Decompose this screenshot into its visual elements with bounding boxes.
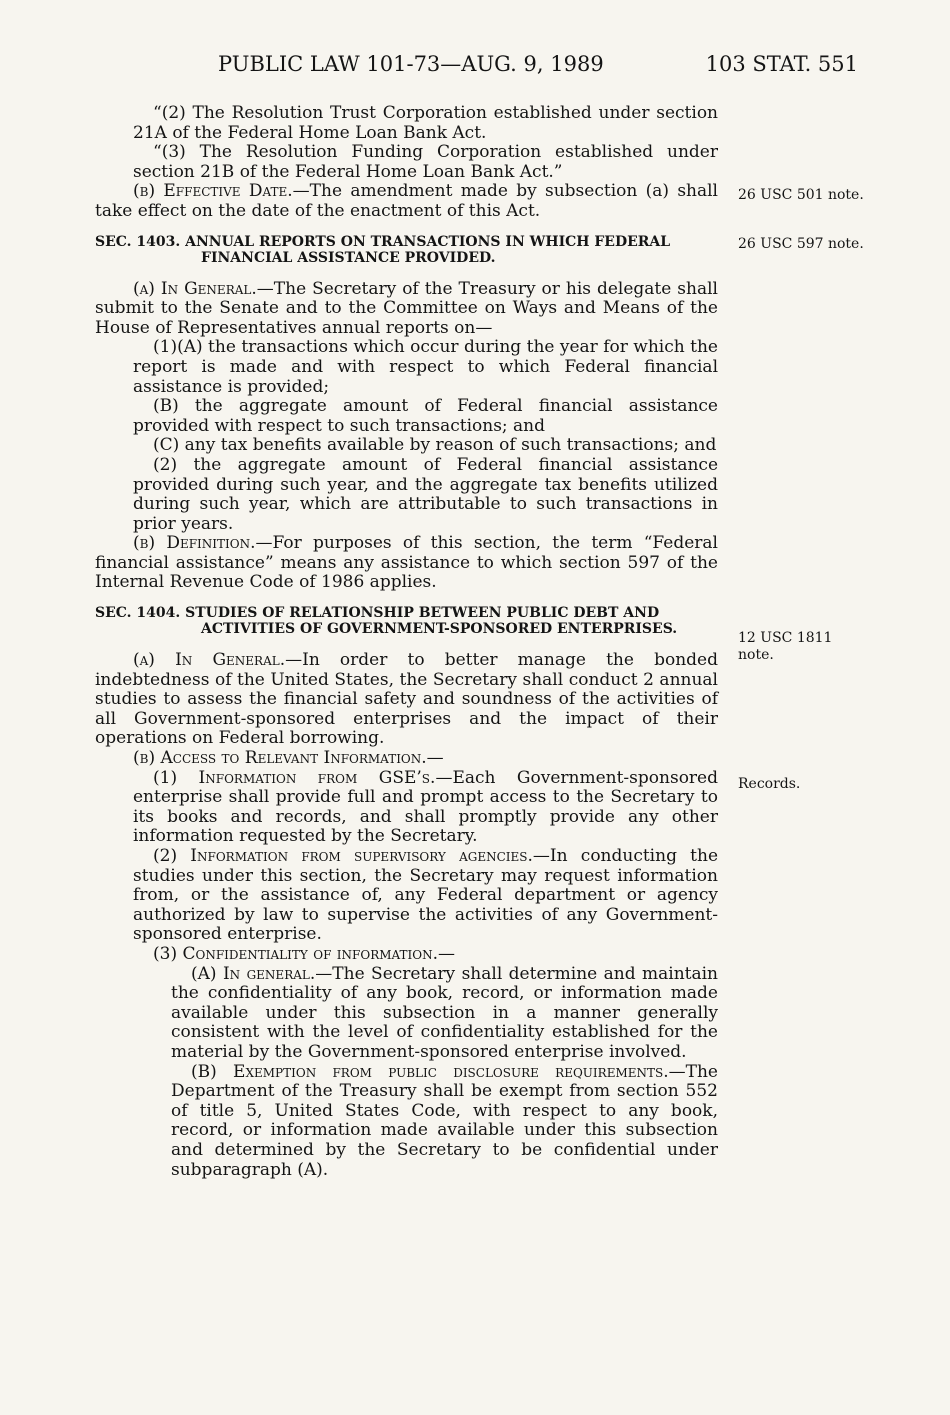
subsection-heading: (a) In General. <box>133 650 286 671</box>
paragraph: (B) the aggregate amount of Federal financial assistance provided with respect to such transactions; and <box>133 396 718 436</box>
section-heading: SEC. 1403. ANNUAL REPORTS ON TRANSACTIONS IN WHICH FEDERAL FINANCIAL ASSISTANCE PROVIDED. <box>95 233 671 266</box>
margin-note: Records. <box>738 776 801 792</box>
paragraph-text: —The Secretary shall determine and maintain the confidentiality of any book, record, or information made available under this subsection in a manner generally consistent with the level of confidentiality established for the material by the Government-sponsored enterprise involved. <box>171 963 718 1062</box>
page-header <box>0 52 950 86</box>
paragraph-text: —The Secretary of the Treasury or his delegate shall submit to the Senate and to the Committee on Ways and Means of the House of Representatives annual reports on— <box>95 278 718 338</box>
paragraph <box>95 769 718 847</box>
paragraph <box>95 534 718 593</box>
paragraph-text: —In conducting the studies under this section, the Secretary may request information from, or the assistance of, any Federal department or agency authorized by law to supervise the activities of any Government-sponsored enterprise. <box>133 846 719 945</box>
subsection-heading: (b) Definition. <box>133 533 256 554</box>
paragraph-text: —Each Government-sponsored enterprise shall provide full and prompt access to the Secretary to its books and records, and shall promptly provide any other information requested by the Secretary. <box>133 767 718 847</box>
section-heading: SEC. 1404. STUDIES OF RELATIONSHIP BETWEEN PUBLIC DEBT AND ACTIVITIES OF GOVERNMENT-SPONSORED ENTERPRISES. <box>95 605 678 638</box>
margin-note: 26 USC 501 note. <box>738 187 864 203</box>
stat-page-number: 103 STAT. 551 <box>705 52 858 76</box>
subparagraph-heading: (A) In general. <box>191 963 316 984</box>
subsection-heading: (b) Access to Relevant Information.— <box>133 748 444 769</box>
paragraph-text: —In order to better manage the bonded indebtedness of the United States, the Secretary shall conduct 2 annual studies to assess the financial safety and soundness of the activities of all Government-sponsored enterprises and the impact of their operations on Federal borrowing. <box>95 650 718 749</box>
paragraph: “(2) The Resolution Trust Corporation established under section 21A of the Federal Home Loan Bank Act. <box>133 103 718 143</box>
paragraph-text: —The amendment made by subsection (a) shall take effect on the date of the enactment of this Act. <box>95 181 718 221</box>
subparagraph-heading: (B) Exemption from public disclosure requirements.— <box>191 1061 686 1082</box>
law-title: PUBLIC LAW 101-73—AUG. 9, 1989 <box>218 52 604 76</box>
paragraph <box>95 847 718 945</box>
margin-note: 12 USC 1811 <box>738 630 833 646</box>
paragraph <box>95 280 718 339</box>
subsection-heading: (a) In General. <box>133 278 257 299</box>
paragraph <box>95 965 718 1063</box>
subsection-heading: (b) Effective Date. <box>133 181 293 202</box>
paragraph <box>95 1063 718 1181</box>
paragraph-text: The Department of the Treasury shall be exempt from section 552 of title 5, United States Code, with respect to any book, record, or information made available under this subsection and determined by the Secretary to be confidential under subparagraph (A). <box>171 1061 718 1180</box>
paragraph-heading: (3) Confidentiality of information.— <box>153 943 456 964</box>
paragraph: (C) any tax benefits available by reason of such transactions; and <box>153 435 717 456</box>
paragraph-text: —For purposes of this section, the term “Federal financial assistance” means any assistance to which section 597 of the Internal Revenue Code of 1986 applies. <box>95 533 718 593</box>
statute-body <box>95 104 718 1180</box>
paragraph: “(3) The Resolution Funding Corporation established under section 21B of the Federal Home Loan Bank Act.” <box>133 142 718 182</box>
margin-note: note. <box>738 647 774 663</box>
paragraph: (2) the aggregate amount of Federal financial assistance provided during such year, and the aggregate tax benefits utilized during such year, which are attributable to such transactions in prior years. <box>133 454 718 534</box>
paragraph-heading: (1) Information from GSE’s. <box>153 767 436 788</box>
paragraph-heading: (2) Information from supervisory agencies. <box>153 846 533 866</box>
paragraph <box>95 651 718 749</box>
margin-note: 26 USC 597 note. <box>738 236 864 252</box>
paragraph: (1)(A) the transactions which occur during the year for which the report is made and with respect to which Federal financial assistance is provided; <box>133 337 718 397</box>
paragraph <box>95 182 718 221</box>
